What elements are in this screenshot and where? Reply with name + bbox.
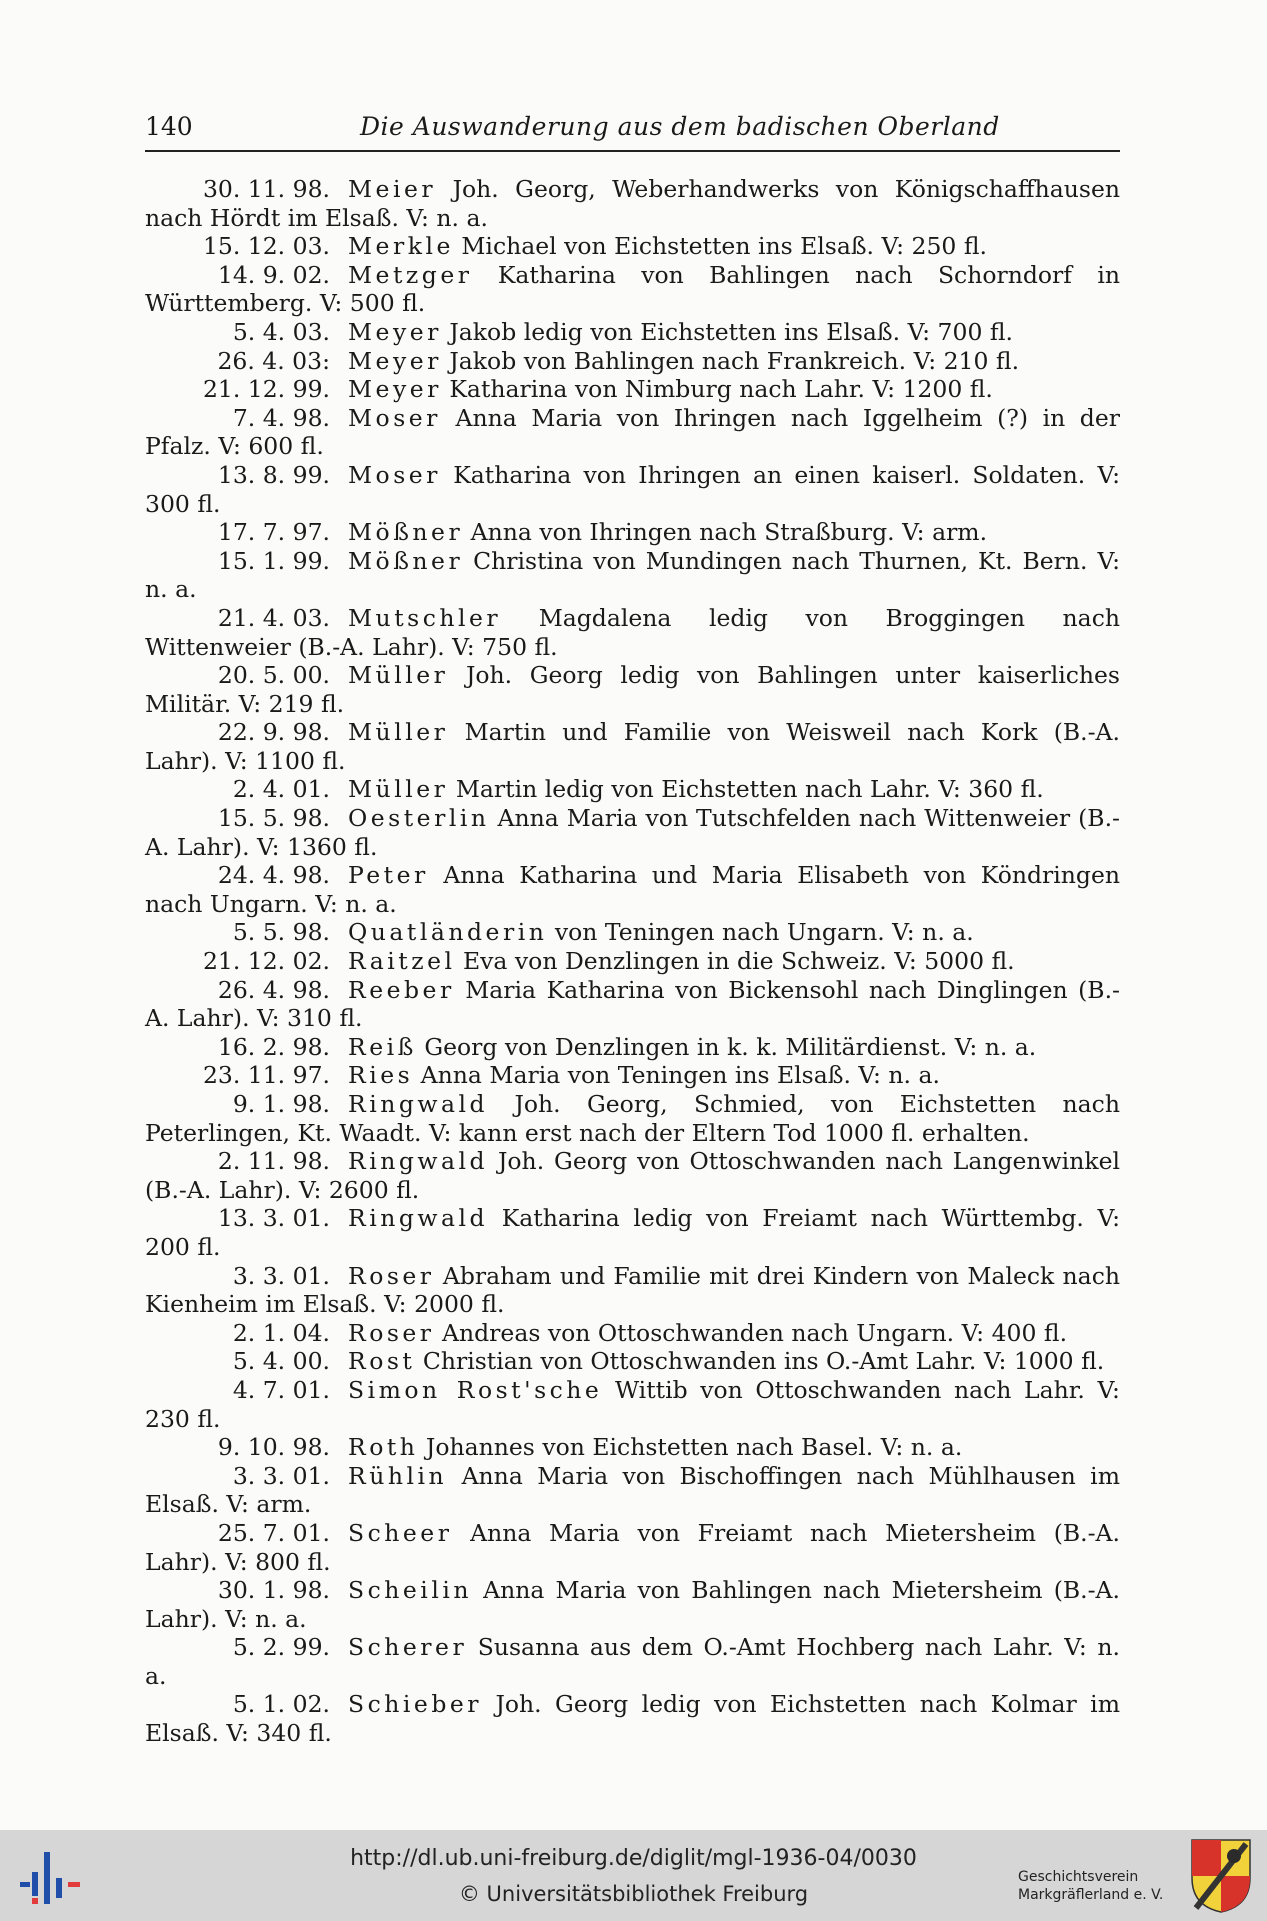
entry-name: Mutschler — [348, 603, 502, 632]
list-item — [145, 775, 1120, 804]
entry-date: 3. 3. 01. — [232, 1261, 330, 1290]
entry-date: 23. 11. 97. — [202, 1061, 330, 1090]
list-item — [145, 804, 1120, 861]
list-item — [145, 1376, 1120, 1433]
entry-date: 16. 2. 98. — [217, 1032, 330, 1061]
entry-name: Quatländerin — [348, 918, 548, 947]
list-item — [145, 1319, 1120, 1348]
entry-list — [145, 175, 1120, 1748]
source-url[interactable]: http://dl.ub.uni-freiburg.de/diglit/mgl-1936-04/0030 — [350, 1846, 917, 1871]
entry-date: 2. 11. 98. — [217, 1147, 330, 1176]
entry-text: Joh. Georg, Schmied, von Eichstetten nach Peterlingen, Kt. Waadt. V: kann erst nach der Eltern Tod 1000 fl. erhalten. — [145, 1090, 1120, 1147]
entry-text: Katharina von Ihringen an einen kaiserl. Soldaten. V: 300 fl. — [145, 460, 1120, 518]
entry-date: 5. 1. 02. — [232, 1690, 330, 1719]
list-item — [145, 976, 1120, 1033]
entry-name: Scherer — [348, 1633, 468, 1662]
entry-text: Jakob ledig von Eichstetten ins Elsaß. V: 700 fl. — [449, 317, 1014, 346]
entry-text: Christina von Mundingen nach Thurnen, Kt. Bern. V: n. a. — [145, 546, 1120, 604]
list-item — [145, 347, 1120, 376]
entry-date: 24. 4. 98. — [217, 861, 330, 890]
list-item — [145, 1519, 1120, 1576]
entry-date: 25. 7. 01. — [217, 1518, 330, 1547]
list-item — [145, 918, 1120, 947]
org-line-2: Markgräflerland e. V. — [1018, 1887, 1164, 1903]
entry-text: Anna Maria von Ihringen nach Iggelheim (?) in der Pfalz. V: 600 fl. — [145, 403, 1120, 461]
list-item — [145, 175, 1120, 232]
list-item — [145, 1462, 1120, 1519]
entry-name: Scheer — [348, 1518, 453, 1547]
entry-name: Raitzel — [348, 947, 456, 976]
entry-date: 21. 4. 03. — [217, 603, 330, 632]
entry-date: 5. 4. 00. — [232, 1347, 330, 1376]
entry-name: Roser — [348, 1318, 435, 1347]
entry-date: 30. 11. 98. — [202, 175, 330, 203]
list-item — [145, 1690, 1120, 1747]
entry-name: Meyer — [348, 346, 442, 375]
entry-name: Ringwald — [348, 1204, 489, 1233]
running-title: Die Auswanderung aus dem badischen Oberland — [360, 112, 1000, 141]
entry-text: Anna Maria von Bahlingen nach Mietersheim (B.-A. Lahr). V: n. a. — [145, 1576, 1120, 1633]
list-item — [145, 1090, 1120, 1147]
list-item — [145, 1633, 1120, 1690]
entry-date: 9. 10. 98. — [217, 1433, 330, 1462]
entry-date: 3. 3. 01. — [232, 1461, 330, 1490]
entry-name: Moser — [348, 403, 441, 432]
entry-text: Katharina ledig von Freiamt nach Württembg. V: 200 fl. — [145, 1204, 1120, 1261]
entry-text: Georg von Denzlingen in k. k. Militärdienst. V: n. a. — [424, 1032, 1037, 1061]
list-item — [145, 1433, 1120, 1462]
entry-text: Katharina von Bahlingen nach Schorndorf in Württemberg. V: 500 fl. — [145, 260, 1120, 318]
entry-name: Metzger — [348, 260, 473, 289]
entry-name: Simon Rost'sche — [348, 1375, 603, 1404]
entry-name: Reeber — [348, 975, 455, 1004]
entry-text: Susanna aus dem O.-Amt Hochberg nach Lahr. V: n. a. — [145, 1633, 1120, 1690]
entry-text: Katharina von Nimburg nach Lahr. V: 1200 fl. — [449, 375, 993, 404]
entry-name: Meyer — [348, 317, 442, 346]
entry-text: Magdalena ledig von Broggingen nach Wittenweier (B.-A. Lahr). V: 750 fl. — [145, 603, 1120, 661]
entry-name: Oesterlin — [348, 804, 490, 833]
list-item — [145, 261, 1120, 318]
list-item — [145, 318, 1120, 347]
entry-name: Ries — [348, 1061, 414, 1090]
entry-name: Ringwald — [348, 1147, 489, 1176]
entry-text: Joh. Georg ledig von Eichstetten nach Kolmar im Elsaß. V: 340 fl. — [145, 1690, 1120, 1748]
entry-date: 17. 7. 97. — [217, 518, 330, 547]
entry-date: 15. 1. 99. — [217, 546, 330, 575]
entry-date: 14. 9. 02. — [217, 260, 330, 289]
entry-date: 13. 8. 99. — [217, 460, 330, 489]
entry-text: Anna Katharina und Maria Elisabeth von Köndringen nach Ungarn. V: n. a. — [145, 861, 1120, 918]
entry-name: Reiß — [348, 1032, 417, 1061]
list-item — [145, 1147, 1120, 1204]
list-item — [145, 518, 1120, 547]
entry-name: Ringwald — [348, 1090, 489, 1118]
list-item — [145, 375, 1120, 404]
entry-text: Anna Maria von Teningen ins Elsaß. V: n. a. — [420, 1061, 940, 1090]
list-item — [145, 1347, 1120, 1376]
entry-text: Johannes von Eichstetten nach Basel. V: n. a. — [425, 1433, 963, 1462]
entry-text: Martin ledig von Eichstetten nach Lahr. V: 360 fl. — [455, 775, 1044, 804]
entry-date: 30. 1. 98. — [217, 1576, 330, 1605]
list-item — [145, 547, 1120, 604]
entry-name: Mößner — [348, 546, 464, 575]
entry-text: Joh. Georg ledig von Bahlingen unter kaiserliches Militär. V: 219 fl. — [145, 661, 1120, 718]
entry-name: Müller — [348, 661, 449, 690]
entry-name: Merkle — [348, 232, 454, 261]
entry-name: Peter — [348, 861, 429, 890]
entry-text: Anna Maria von Tutschfelden nach Wittenweier (B.-A. Lahr). V: 1360 fl. — [145, 804, 1120, 861]
entry-date: 21. 12. 99. — [202, 375, 330, 404]
list-item — [145, 1262, 1120, 1319]
footer-bar — [0, 1830, 1267, 1921]
entry-date: 2. 1. 04. — [232, 1318, 330, 1347]
org-line-1: Geschichtsverein — [1018, 1869, 1139, 1885]
list-item — [145, 718, 1120, 775]
entry-text: Michael von Eichstetten ins Elsaß. V: 250 fl. — [461, 232, 987, 261]
entry-date: 4. 7. 01. — [232, 1375, 330, 1404]
entry-name: Meyer — [348, 375, 442, 404]
entry-name: Meier — [348, 175, 437, 203]
entry-name: Roth — [348, 1433, 419, 1462]
entry-name: Moser — [348, 460, 441, 489]
entry-text: Anna Maria von Freiamt nach Mietersheim (B.-A. Lahr). V: 800 fl. — [145, 1518, 1120, 1576]
entry-date: 20. 5. 00. — [217, 661, 330, 690]
list-item — [145, 232, 1120, 261]
list-item — [145, 861, 1120, 918]
entry-date: 26. 4. 03: — [217, 346, 330, 375]
entry-text: Anna von Ihringen nach Straßburg. V: arm. — [470, 518, 988, 547]
entry-name: Rost — [348, 1347, 416, 1376]
entry-date: 15. 5. 98. — [217, 804, 330, 833]
entry-name: Scheilin — [348, 1576, 472, 1605]
entry-date: 2. 4. 01. — [232, 775, 330, 804]
page-number: 140 — [145, 112, 193, 141]
entry-text: Christian von Ottoschwanden ins O.-Amt Lahr. V: 1000 fl. — [422, 1347, 1105, 1376]
entry-date: 21. 12. 02. — [202, 947, 330, 976]
entry-text: Anna Maria von Bischoffingen nach Mühlhausen im Elsaß. V: arm. — [145, 1461, 1120, 1519]
page-header — [145, 110, 1120, 152]
list-item — [145, 461, 1120, 518]
entry-text: Andreas von Ottoschwanden nach Ungarn. V: 400 fl. — [442, 1318, 1068, 1347]
list-item — [145, 1576, 1120, 1633]
entry-name: Schieber — [348, 1690, 483, 1719]
entry-date: 22. 9. 98. — [217, 718, 330, 747]
entry-date: 5. 5. 98. — [232, 918, 330, 947]
list-item — [145, 661, 1120, 718]
organization-name — [1018, 1868, 1178, 1904]
entry-name: Müller — [348, 775, 449, 804]
entry-text: Abraham und Familie mit drei Kindern von Maleck nach Kienheim im Elsaß. V: 2000 fl. — [145, 1261, 1120, 1319]
list-item — [145, 947, 1120, 976]
entry-text: Wittib von Ottoschwanden nach Lahr. V: 230 fl. — [145, 1375, 1120, 1433]
entry-name: Roser — [348, 1261, 435, 1290]
entry-name: Rühlin — [348, 1461, 448, 1490]
entry-date: 5. 4. 03. — [232, 317, 330, 346]
entry-text: Martin und Familie von Weisweil nach Kork (B.-A. Lahr). V: 1100 fl. — [145, 718, 1120, 775]
entry-date: 5. 2. 99. — [232, 1633, 330, 1662]
entry-date: 7. 4. 98. — [232, 403, 330, 432]
entry-text: von Teningen nach Ungarn. V: n. a. — [554, 918, 974, 947]
list-item — [145, 404, 1120, 461]
list-item — [145, 1061, 1120, 1090]
entry-text: Jakob von Bahlingen nach Frankreich. V: 210 fl. — [449, 346, 1020, 375]
entry-date: 26. 4. 98. — [217, 975, 330, 1004]
entry-date: 13. 3. 01. — [217, 1204, 330, 1233]
entry-name: Müller — [348, 718, 449, 747]
entry-name: Mößner — [348, 518, 464, 547]
list-item — [145, 1204, 1120, 1261]
entry-text: Eva von Denzlingen in die Schweiz. V: 5000 fl. — [463, 947, 1015, 976]
list-item — [145, 1033, 1120, 1062]
entry-text: Joh. Georg, Weberhandwerks von Königschaffhausen nach Hördt im Elsaß. V: n. a. — [145, 175, 1120, 232]
list-item — [145, 604, 1120, 661]
entry-text: Joh. Georg von Ottoschwanden nach Langenwinkel (B.-A. Lahr). V: 2600 fl. — [145, 1147, 1120, 1204]
entry-date: 9. 1. 98. — [232, 1090, 330, 1118]
entry-date: 15. 12. 03. — [202, 232, 330, 261]
coat-of-arms-icon — [1190, 1838, 1252, 1914]
copyright-notice: © Universitätsbibliothek Freiburg — [458, 1882, 809, 1906]
entry-text: Maria Katharina von Bickensohl nach Dinglingen (B.-A. Lahr). V: 310 fl. — [145, 975, 1120, 1033]
